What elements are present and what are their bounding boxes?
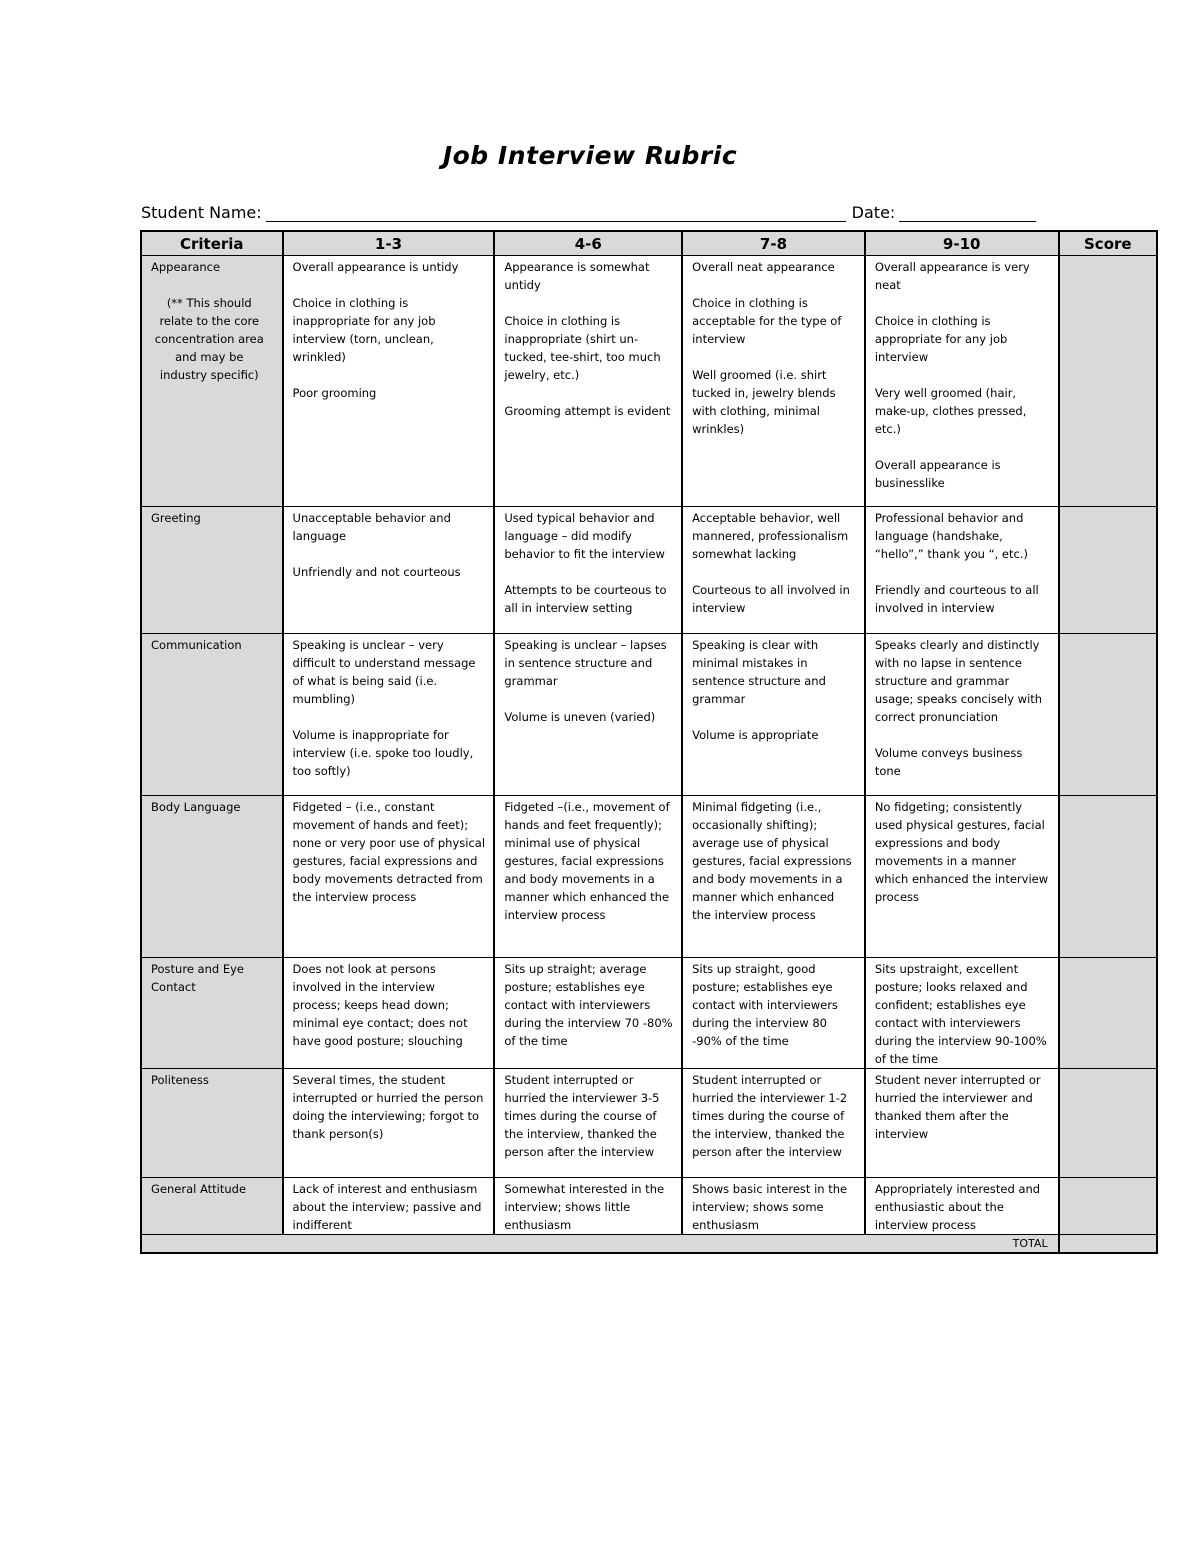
criteria-label: Body Language [151, 800, 241, 814]
level-cell-9-10 [865, 507, 1059, 634]
level-cell-7-8 [682, 1069, 865, 1178]
column-header-9-10: 9-10 [865, 231, 1059, 256]
level-cell-1-3 [283, 958, 495, 1069]
descriptor: Fidgeted – (i.e., constant movement of hands and feet); none or very poor use of physical gestures, facial expressions and body movements detracted from the interview process [292, 800, 486, 904]
rubric-row-body-language [141, 796, 1157, 958]
descriptor: Overall appearance is untidy [292, 260, 459, 274]
level-cell-7-8 [682, 507, 865, 634]
descriptor: Volume is appropriate [692, 728, 819, 742]
column-header-7-8: 7-8 [682, 231, 865, 256]
score-cell[interactable] [1059, 256, 1157, 507]
descriptor: Appropriately interested and enthusiastic about the interview process [874, 1182, 1041, 1232]
descriptor: Overall neat appearance [692, 260, 835, 274]
rubric-table [140, 230, 1158, 1254]
column-header-1-3: 1-3 [283, 231, 495, 256]
descriptor: Acceptable behavior, well mannered, professionalism somewhat lacking [692, 511, 849, 561]
criteria-label: Posture and Eye Contact [151, 962, 244, 994]
descriptor: Fidgeted –(i.e., movement of hands and feet frequently); minimal use of physical gestures, facial expressions and body movements in a manner which enhanced the interview process [504, 800, 670, 922]
rubric-row-general-attitude [141, 1178, 1157, 1235]
rubric-row-politeness [141, 1069, 1157, 1178]
descriptor: Student interrupted or hurried the interviewer 1-2 times during the course of the interview, thanked the person after the interview [692, 1073, 848, 1159]
score-cell[interactable] [1059, 634, 1157, 796]
level-cell-7-8 [682, 958, 865, 1069]
criteria-label: General Attitude [151, 1182, 247, 1196]
column-header-criteria: Criteria [141, 231, 283, 256]
descriptor: Speaking is clear with minimal mistakes in sentence structure and grammar [692, 638, 826, 706]
student-info-line [141, 203, 1056, 229]
descriptor: No fidgeting; consistently used physical gestures, facial expressions and body movements in a manner which enhanced the interview process [874, 800, 1049, 904]
descriptor: Choice in clothing is acceptable for the type of interview [692, 296, 842, 346]
date-label: Date: [851, 203, 896, 222]
descriptor: Well groomed (i.e. shirt tucked in, jewelry blends with clothing, minimal wrinkles) [692, 368, 836, 436]
date-field[interactable] [899, 203, 1036, 222]
descriptor: Overall appearance is very neat [874, 260, 1030, 292]
criteria-cell [141, 256, 283, 507]
descriptor: Professional behavior and language (handshake, “hello”,” thank you “, etc.) [874, 511, 1028, 561]
total-row [141, 1235, 1157, 1254]
criteria-cell [141, 634, 283, 796]
descriptor: Grooming attempt is evident [504, 404, 671, 418]
descriptor: Very well groomed (hair, make-up, clothes pressed, etc.) [874, 386, 1027, 436]
criteria-cell [141, 796, 283, 958]
level-cell-1-3 [283, 796, 495, 958]
level-cell-9-10 [865, 256, 1059, 507]
criteria-note: (** This should relate to the core concentration area and may be industry specific) [154, 296, 264, 382]
descriptor: Choice in clothing is inappropriate (shirt un-tucked, tee-shirt, too much jewelry, etc.) [504, 314, 661, 382]
level-cell-9-10 [865, 796, 1059, 958]
descriptor: Sits up straight; average posture; establishes eye contact with interviewers during the interview 70 -80% of the time [504, 962, 673, 1048]
descriptor: Volume conveys business tone [874, 746, 1023, 778]
descriptor: Student never interrupted or hurried the interviewer and thanked them after the interview [874, 1073, 1041, 1141]
level-cell-4-6 [494, 1069, 682, 1178]
criteria-label: Politeness [151, 1073, 209, 1087]
descriptor: Unfriendly and not courteous [292, 565, 461, 579]
level-cell-4-6 [494, 507, 682, 634]
descriptor: Courteous to all involved in interview [692, 583, 850, 615]
page-title: Job Interview Rubric [442, 141, 738, 170]
descriptor: Unacceptable behavior and language [292, 511, 451, 543]
descriptor: Several times, the student interrupted or hurried the person doing the interviewing; forgot to thank person(s) [292, 1073, 484, 1141]
total-score-cell[interactable] [1059, 1235, 1157, 1254]
criteria-cell [141, 1069, 283, 1178]
level-cell-1-3 [283, 507, 495, 634]
level-cell-1-3 [283, 634, 495, 796]
level-cell-4-6 [494, 634, 682, 796]
level-cell-7-8 [682, 634, 865, 796]
descriptor: Speaks clearly and distinctly with no lapse in sentence structure and grammar usage; speaks concisely with correct pronunciation [874, 638, 1043, 724]
level-cell-7-8 [682, 1178, 865, 1235]
column-header-4-6: 4-6 [494, 231, 682, 256]
descriptor: Somewhat interested in the interview; shows little enthusiasm [504, 1182, 665, 1232]
descriptor: Poor grooming [292, 386, 377, 400]
level-cell-9-10 [865, 1069, 1059, 1178]
level-cell-9-10 [865, 634, 1059, 796]
criteria-label: Appearance [151, 260, 221, 274]
level-cell-1-3 [283, 256, 495, 507]
descriptor: Choice in clothing is appropriate for any job interview [874, 314, 1008, 364]
descriptor: Sits upstraight, excellent posture; looks relaxed and confident; establishes eye contact with interviewers during the interview 90-100% of the time [874, 962, 1047, 1066]
criteria-cell [141, 507, 283, 634]
descriptor: Used typical behavior and language – did modify behavior to fit the interview [504, 511, 665, 561]
descriptor: Shows basic interest in the interview; shows some enthusiasm [692, 1182, 848, 1232]
score-cell[interactable] [1059, 1069, 1157, 1178]
descriptor: Sits up straight, good posture; establishes eye contact with interviewers during the interview 80 -90% of the time [692, 962, 838, 1048]
descriptor: Student interrupted or hurried the interviewer 3-5 times during the course of the interview, thanked the person after the interview [504, 1073, 660, 1159]
score-cell[interactable] [1059, 507, 1157, 634]
descriptor: Friendly and courteous to all involved in interview [874, 583, 1039, 615]
descriptor: Attempts to be courteous to all in interview setting [504, 583, 667, 615]
level-cell-1-3 [283, 1178, 495, 1235]
criteria-label: Greeting [151, 511, 201, 525]
score-cell[interactable] [1059, 1178, 1157, 1235]
rubric-row-greeting [141, 507, 1157, 634]
descriptor: Does not look at persons involved in the interview process; keeps head down; minimal eye contact; does not have good posture; slouching [292, 962, 468, 1048]
rubric-row-communication [141, 634, 1157, 796]
student-name-label: Student Name: [141, 203, 262, 222]
level-cell-4-6 [494, 958, 682, 1069]
descriptor: Overall appearance is businesslike [874, 458, 1001, 490]
descriptor: Choice in clothing is inappropriate for any job interview (torn, unclean, wrinkled) [292, 296, 436, 364]
column-header-score: Score [1059, 231, 1157, 256]
rubric-row-appearance [141, 256, 1157, 507]
level-cell-9-10 [865, 958, 1059, 1069]
criteria-cell [141, 1178, 283, 1235]
descriptor: Volume is inappropriate for interview (i.e. spoke too loudly, too softly) [292, 728, 474, 778]
level-cell-7-8 [682, 796, 865, 958]
descriptor: Appearance is somewhat untidy [504, 260, 650, 292]
descriptor: Volume is uneven (varied) [504, 710, 656, 724]
level-cell-7-8 [682, 256, 865, 507]
level-cell-4-6 [494, 796, 682, 958]
rubric-row-posture-eye-contact [141, 958, 1157, 1069]
level-cell-4-6 [494, 1178, 682, 1235]
descriptor: Speaking is unclear – lapses in sentence structure and grammar [504, 638, 667, 688]
student-name-field[interactable] [266, 203, 846, 222]
descriptor: Speaking is unclear – very difficult to understand message of what is being said (i.e. mumbling) [292, 638, 476, 706]
level-cell-1-3 [283, 1069, 495, 1178]
score-cell[interactable] [1059, 796, 1157, 958]
header-row [141, 231, 1157, 256]
criteria-label: Communication [151, 638, 242, 652]
descriptor: Minimal fidgeting (i.e., occasionally shifting); average use of physical gestures, facial expressions and body movements in a manner which enhanced the interview process [692, 800, 852, 922]
level-cell-4-6 [494, 256, 682, 507]
descriptor: Lack of interest and enthusiasm about the interview; passive and indifferent [292, 1182, 482, 1232]
criteria-cell [141, 958, 283, 1069]
level-cell-9-10 [865, 1178, 1059, 1235]
total-label: TOTAL [141, 1235, 1059, 1254]
score-cell[interactable] [1059, 958, 1157, 1069]
